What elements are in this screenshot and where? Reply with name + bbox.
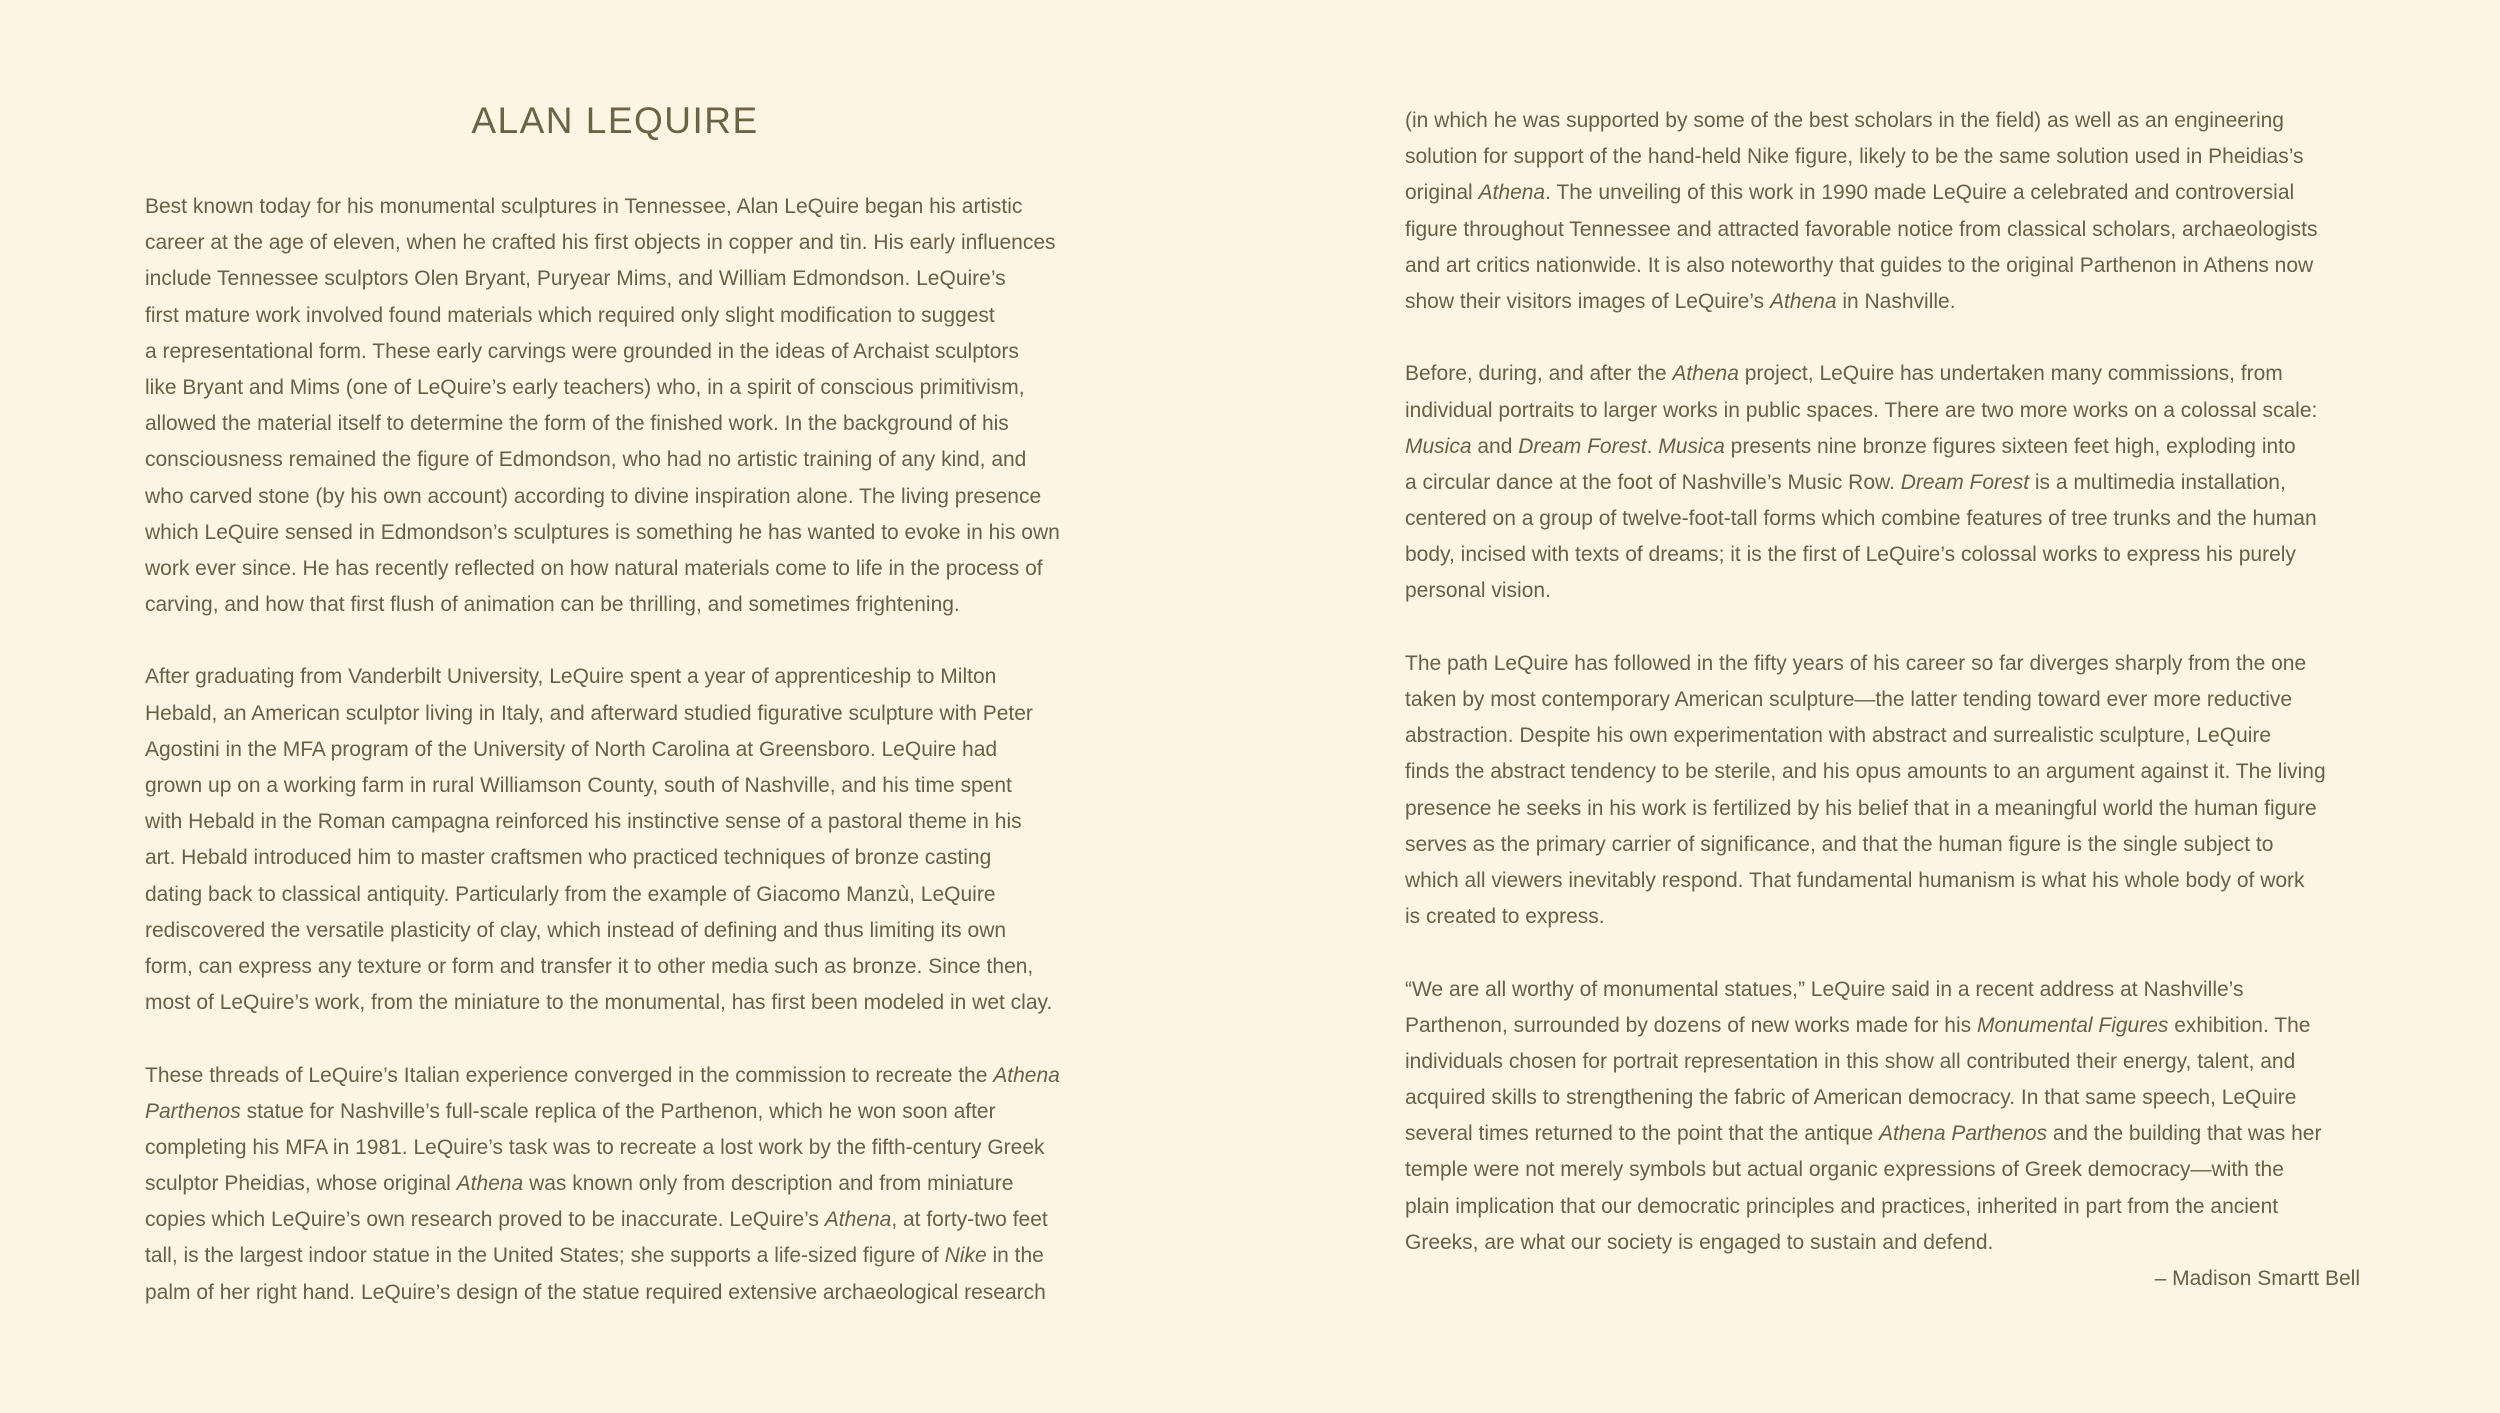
text-run: Parthenon, surrounded by dozens of new works made for his xyxy=(1405,1013,1977,1037)
text-run: presence he seeks in his work is fertilized by his belief that in a meaningful world the human figure xyxy=(1405,796,2317,820)
text-run: After graduating from Vanderbilt University, LeQuire spent a year of apprenticeship to Milton xyxy=(145,665,997,689)
text-run: form, can express any texture or form and transfer it to other media such as bronze. Since then, xyxy=(145,954,1034,978)
text-line xyxy=(145,298,1090,334)
text-run: show their visitors images of LeQuire’s xyxy=(1405,289,1770,313)
text-run: which LeQuire sensed in Edmondson’s sculptures is something he has wanted to evoke in his own xyxy=(145,520,1060,544)
italic-title: Athena xyxy=(824,1208,892,1232)
text-line xyxy=(145,479,1090,515)
text-line xyxy=(1405,1044,2360,1080)
text-run: art. Hebald introduced him to master craftsmen who practiced techniques of bronze casting xyxy=(145,846,992,870)
text-run: . xyxy=(1646,434,1659,458)
text-line xyxy=(145,913,1090,949)
text-line xyxy=(1405,646,2360,682)
text-run: completing his MFA in 1981. LeQuire’s task was to recreate a lost work by the fifth-century Greek xyxy=(145,1135,1045,1159)
italic-title: Nike xyxy=(944,1244,987,1268)
text-line xyxy=(145,696,1090,732)
text-line xyxy=(1405,356,2360,392)
text-run: solution for support of the hand-held Nike figure, likely to be the same solution used in Pheidias’s xyxy=(1405,145,2304,169)
page-title: ALAN LEQUIRE xyxy=(471,100,759,141)
text-run: statue for Nashville’s full-scale replica of the Parthenon, which he won soon after xyxy=(240,1099,996,1123)
text-run: rediscovered the versatile plasticity of clay, which instead of defining and thus limiting its own xyxy=(145,918,1007,942)
text-run: finds the abstract tendency to be sterile, and his opus amounts to an argument against it. The living xyxy=(1405,760,2326,784)
italic-title: Athena Parthenos xyxy=(1878,1122,2048,1146)
text-run: work ever since. He has recently reflected on how natural materials come to life in the process of xyxy=(145,556,1043,580)
text-line xyxy=(145,732,1090,768)
text-line xyxy=(145,225,1090,261)
text-line xyxy=(1405,103,2360,139)
text-line xyxy=(1405,682,2360,718)
text-line xyxy=(1405,212,2360,248)
text-run: (in which he was supported by some of the best scholars in the field) as well as an engineering xyxy=(1405,109,2284,132)
text-run: centered on a group of twelve-foot-tall forms which combine features of tree trunks and the human xyxy=(1405,507,2317,531)
text-run: Greeks, are what our society is engaged to sustain and defend. xyxy=(1405,1230,1994,1254)
text-run: consciousness remained the figure of Edmondson, who had no artistic training of any kind, and xyxy=(145,448,1027,472)
text-line xyxy=(145,406,1090,442)
text-line xyxy=(145,949,1090,985)
text-run: grown up on a working farm in rural Williamson County, south of Nashville, and his time spent xyxy=(145,774,1012,797)
text-run: original xyxy=(1405,181,1479,205)
text-run: include Tennessee sculptors Olen Bryant, Puryear Mims, and William Edmondson. LeQuire’s xyxy=(145,267,1006,291)
text-run: individuals chosen for portrait representation in this show all contributed their energy, talent, and xyxy=(1405,1049,2296,1073)
text-line xyxy=(145,1166,1090,1202)
italic-title: Athena xyxy=(456,1172,524,1196)
italic-title: Dream Forest xyxy=(1518,434,1647,458)
text-run: copies which LeQuire’s own research proved to be inaccurate. LeQuire’s xyxy=(145,1208,825,1232)
text-line xyxy=(1405,899,2360,935)
text-line xyxy=(145,1202,1090,1238)
paragraph-gap xyxy=(1405,610,2360,646)
text-run: who carved stone (by his own account) according to divine inspiration alone. The living presence xyxy=(145,484,1042,508)
text-line xyxy=(1405,393,2360,429)
text-run: allowed the material itself to determine the form of the finished work. In the background of his xyxy=(145,412,1009,436)
text-run: tall, is the largest indoor statue in the United States; she supports a life-sized figure of xyxy=(145,1244,945,1268)
text-line xyxy=(145,985,1090,1021)
text-line xyxy=(1405,827,2360,863)
text-line xyxy=(145,1275,1090,1311)
text-line xyxy=(1405,429,2360,465)
text-run: Best known today for his monumental sculptures in Tennessee, Alan LeQuire began his artistic xyxy=(145,195,1023,218)
text-line xyxy=(1405,1008,2360,1044)
text-run: most of LeQuire’s work, from the miniature to the monumental, has first been modeled in wet clay. xyxy=(145,991,1053,1015)
text-run: taken by most contemporary American sculpture—the latter tending toward ever more reductive xyxy=(1405,688,2293,711)
text-run: The path LeQuire has followed in the fifty years of his career so far diverges sharply from the one xyxy=(1405,651,2307,675)
text-line xyxy=(1405,1189,2360,1225)
text-run: is a multimedia installation, xyxy=(2029,470,2286,494)
text-line xyxy=(1405,791,2360,827)
italic-title: Musica xyxy=(1658,434,1725,458)
text-run: career at the age of eleven, when he crafted his first objects in copper and tin. His early influences xyxy=(145,231,1056,255)
text-run: temple were not merely symbols but actual organic expressions of Greek democracy—with the xyxy=(1405,1158,2284,1182)
text-run: project, LeQuire has undertaken many commissions, from xyxy=(1738,362,2283,386)
text-run: “We are all worthy of monumental statues,” LeQuire said in a recent address at Nashville’s xyxy=(1405,977,2244,1001)
left-column xyxy=(145,189,1090,1311)
text-run: acquired skills to strengthening the fabric of American democracy. In that same speech, LeQuire xyxy=(1405,1086,2297,1110)
text-line xyxy=(145,370,1090,406)
text-line xyxy=(145,551,1090,587)
text-run: plain implication that our democratic principles and practices, inherited in part from the ancient xyxy=(1405,1194,2279,1218)
text-run: with Hebald in the Roman campagna reinforced his instinctive sense of a pastoral theme in his xyxy=(145,810,1022,834)
text-run: and xyxy=(1471,434,1519,458)
text-line xyxy=(1405,175,2360,211)
text-run: . The unveiling of this work in 1990 made LeQuire a celebrated and controversial xyxy=(1545,181,2295,205)
text-run: Hebald, an American sculptor living in Italy, and afterward studied figurative sculpture with Peter xyxy=(145,701,1033,725)
text-run: and the building that was her xyxy=(2047,1122,2322,1146)
text-line xyxy=(1405,754,2360,790)
text-line xyxy=(1405,573,2360,609)
signature: – Madison Smartt Bell xyxy=(2154,1267,2360,1290)
text-line xyxy=(1405,501,2360,537)
text-run: body, incised with texts of dreams; it is the first of LeQuire’s colossal works to express his purely xyxy=(1405,543,2296,567)
text-line xyxy=(145,1130,1090,1166)
text-line xyxy=(145,442,1090,478)
text-run: first mature work involved found materials which required only slight modification to suggest xyxy=(145,303,995,327)
text-line xyxy=(1405,1080,2360,1116)
text-run: Before, during, and after the xyxy=(1405,362,1673,386)
text-line xyxy=(1405,465,2360,501)
italic-title: Musica xyxy=(1405,434,1472,458)
text-line xyxy=(145,334,1090,370)
paragraph-gap xyxy=(145,623,1090,659)
italic-title: Athena xyxy=(1769,289,1837,313)
text-line xyxy=(145,877,1090,913)
text-line xyxy=(1405,1116,2360,1152)
text-run: was known only from description and from miniature xyxy=(523,1172,1014,1196)
right-column xyxy=(1405,103,2360,1297)
text-run: a representational form. These early carvings were grounded in the ideas of Archaist sculptors xyxy=(145,339,1019,363)
text-line xyxy=(1405,718,2360,754)
text-run: several times returned to the point that the antique xyxy=(1405,1122,1879,1146)
italic-title: Dream Forest xyxy=(1900,470,2030,494)
text-run: carving, and how that first flush of animation can be thrilling, and sometimes frightening. xyxy=(145,593,960,617)
text-run: in the xyxy=(986,1244,1044,1268)
text-line xyxy=(1405,284,2360,320)
text-line xyxy=(145,1094,1090,1130)
text-run: These threads of LeQuire’s Italian experience converged in the commission to recreate the xyxy=(145,1063,994,1087)
text-run: which all viewers inevitably respond. That fundamental humanism is what his whole body of work xyxy=(1405,868,2305,892)
paragraph-gap xyxy=(145,1021,1090,1057)
paragraph-gap xyxy=(1405,935,2360,971)
text-run: is created to express. xyxy=(1405,905,1605,929)
text-line xyxy=(145,804,1090,840)
text-run: sculptor Pheidias, whose original xyxy=(145,1172,457,1196)
text-line xyxy=(1405,248,2360,284)
text-line xyxy=(1405,863,2360,899)
text-run: like Bryant and Mims (one of LeQuire’s early teachers) who, in a spirit of conscious primitivism, xyxy=(145,375,1025,399)
text-line xyxy=(145,189,1090,225)
text-run: in Nashville. xyxy=(1836,289,1956,313)
text-run: and art critics nationwide. It is also noteworthy that guides to the original Parthenon in Athens now xyxy=(1405,253,2314,277)
text-run: palm of her right hand. LeQuire’s design of the statue required extensive archaeological research xyxy=(145,1280,1046,1304)
text-line xyxy=(1405,972,2360,1008)
italic-title: Athena xyxy=(1478,181,1546,205)
paragraph-gap xyxy=(1405,320,2360,356)
italic-title: Monumental Figures xyxy=(1976,1013,2169,1037)
text-run: personal vision. xyxy=(1405,579,1551,603)
text-run: dating back to classical antiquity. Particularly from the example of Giacomo Manzù, LeQuire xyxy=(145,882,996,906)
text-line xyxy=(145,587,1090,623)
text-run: , at forty-two feet xyxy=(891,1208,1048,1232)
text-run: serves as the primary carrier of significance, and that the human figure is the single subject to xyxy=(1405,832,2274,856)
text-run: exhibition. The xyxy=(2168,1013,2311,1037)
text-line xyxy=(1405,1152,2360,1188)
text-line xyxy=(145,1058,1090,1094)
italic-title: Parthenos xyxy=(145,1099,241,1123)
italic-title: Athena xyxy=(1672,362,1739,386)
text-line xyxy=(145,261,1090,297)
text-line xyxy=(145,840,1090,876)
text-run: a circular dance at the foot of Nashville’s Music Row. xyxy=(1405,470,1901,494)
text-run: figure throughout Tennessee and attracted favorable notice from classical scholars, archaeologists xyxy=(1405,217,2318,241)
text-line xyxy=(1405,537,2360,573)
text-line xyxy=(1405,139,2360,175)
text-run: Agostini in the MFA program of the University of North Carolina at Greensboro. LeQuire had xyxy=(145,737,998,761)
italic-title: Athena xyxy=(993,1063,1060,1087)
text-run: presents nine bronze figures sixteen feet high, exploding into xyxy=(1724,434,2296,458)
text-line xyxy=(145,768,1090,804)
text-line xyxy=(145,1238,1090,1274)
text-run: abstraction. Despite his own experimentation with abstract and surrealistic sculpture, LeQuire xyxy=(1405,724,2272,748)
text-line xyxy=(145,515,1090,551)
text-line xyxy=(1405,1225,2360,1261)
text-line xyxy=(145,659,1090,695)
text-run: individual portraits to larger works in public spaces. There are two more works on a colossal scale: xyxy=(1405,398,2318,422)
